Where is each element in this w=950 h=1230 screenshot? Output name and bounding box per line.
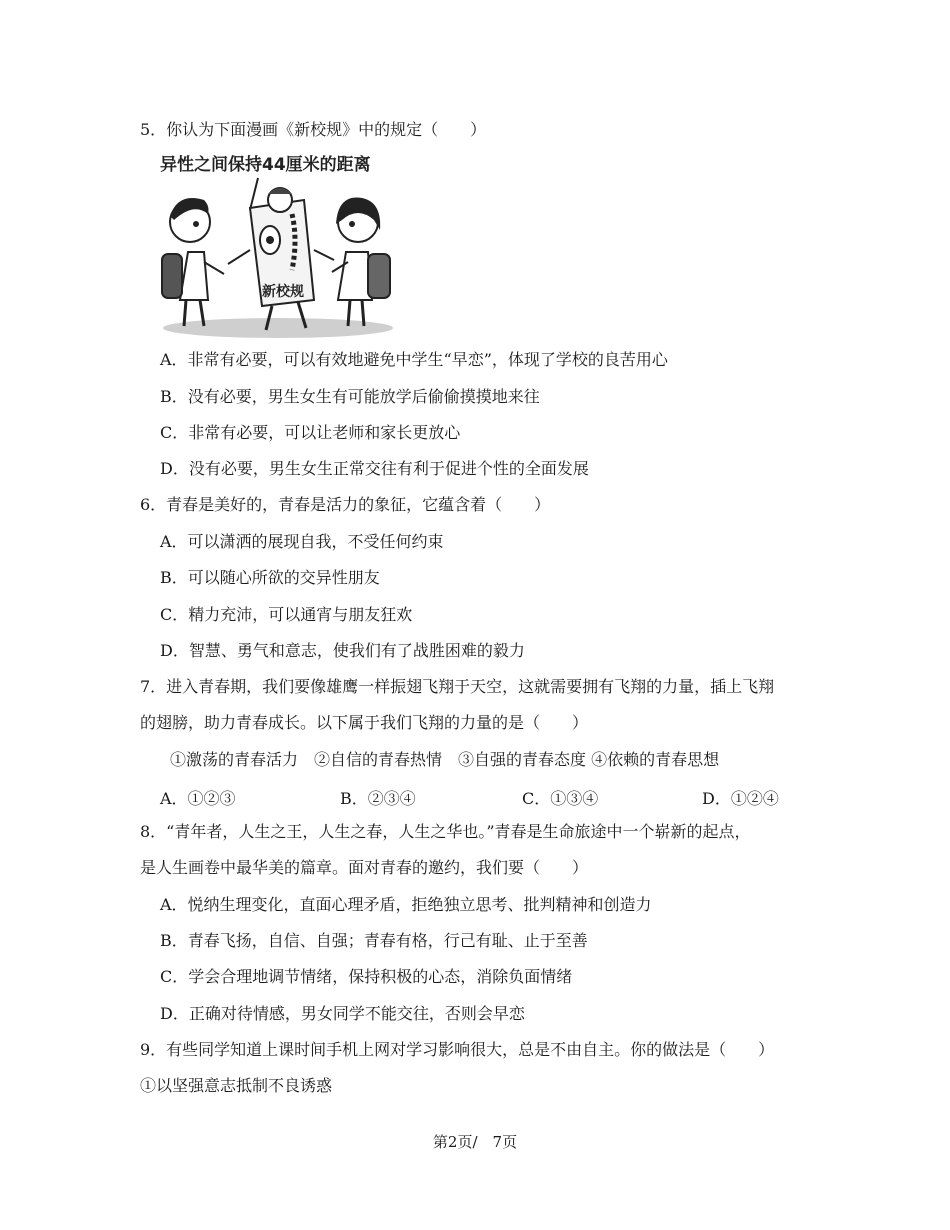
scroll-sign-label: 新校规	[262, 284, 304, 300]
q5-option-d: D．没有必要，男生女生正常交往有利于促进个性的全面发展	[160, 459, 589, 478]
question-8-stem-line2: 是人生画卷中最华美的篇章。面对青春的邀约，我们要（ ）	[140, 858, 589, 877]
q7-option-c: C．①③④	[522, 789, 599, 808]
new-rules-scroll	[228, 188, 334, 330]
q7-options-row	[160, 786, 800, 806]
q8-option-d: D．正确对待情感，男女同学不能交往，否则会早恋	[160, 1004, 525, 1023]
q7-option-d: D．①②④	[702, 789, 779, 808]
question-5-stem: 5．你认为下面漫画《新校规》中的规定（ ）	[140, 120, 487, 139]
q7-option-a: A．①②③	[160, 789, 236, 808]
question-9-stem: 9．有些同学知道上课时间手机上网对学习影响很大，总是不由自主。你的做法是（ ）	[140, 1040, 775, 1059]
comic-caption: 异性之间保持44厘米的距离	[160, 155, 371, 175]
q6-option-c: C．精力充沛，可以通宵与朋友狂欢	[160, 605, 413, 624]
q5-option-b: B．没有必要，男生女生有可能放学后偷偷摸摸地来往	[160, 387, 540, 406]
q6-option-b: B．可以随心所欲的交异性朋友	[160, 568, 380, 587]
question-6-stem: 6．青春是美好的，青春是活力的象征，它蕴含着（ ）	[140, 495, 551, 514]
q5-option-c: C．非常有必要，可以让老师和家长更放心	[160, 423, 461, 442]
q6-option-a: A．可以潇洒的展现自我，不受任何约束	[160, 532, 444, 551]
question-7-stem-line2: 的翅膀，助力青春成长。以下属于我们飞翔的力量的是（ ）	[140, 713, 589, 732]
girl-figure	[332, 198, 390, 326]
boy-figure	[162, 198, 224, 326]
question-7-stem-line1: 7．进入青春期，我们要像雄鹰一样振翅飞翔于天空，这就需要拥有飞翔的力量，插上飞翔	[140, 677, 775, 696]
comic-illustration	[158, 150, 398, 340]
q6-option-d: D．智慧、勇气和意志，使我们有了战胜困难的毅力	[160, 641, 525, 660]
page-number-footer: 第2页/ 7页	[432, 1133, 518, 1151]
q8-option-c: C．学会合理地调节情绪，保持积极的心态，消除负面情绪	[160, 967, 573, 986]
q8-option-b: B．青春飞扬，自信、自强；青春有格，行己有耻、止于至善	[160, 931, 588, 950]
q5-option-a: A．非常有必要，可以有效地避免中学生“早恋”，体现了学校的良苦用心	[160, 350, 668, 369]
q7-option-b: B．②③④	[340, 789, 416, 808]
q8-option-a: A．悦纳生理变化，直面心理矛盾，拒绝独立思考、批判精神和创造力	[160, 895, 652, 914]
q7-statement-items: ①激荡的青春活力 ②自信的青春热情 ③自强的青春态度 ④依赖的青春思想	[170, 750, 720, 769]
question-8-stem-line1: 8．“青年者，人生之王，人生之春，人生之华也。”青春是生命旅途中一个崭新的起点，	[140, 822, 751, 841]
comic-drawing	[158, 150, 398, 340]
q9-statement-1: ①以坚强意志抵制不良诱惑	[140, 1076, 333, 1095]
